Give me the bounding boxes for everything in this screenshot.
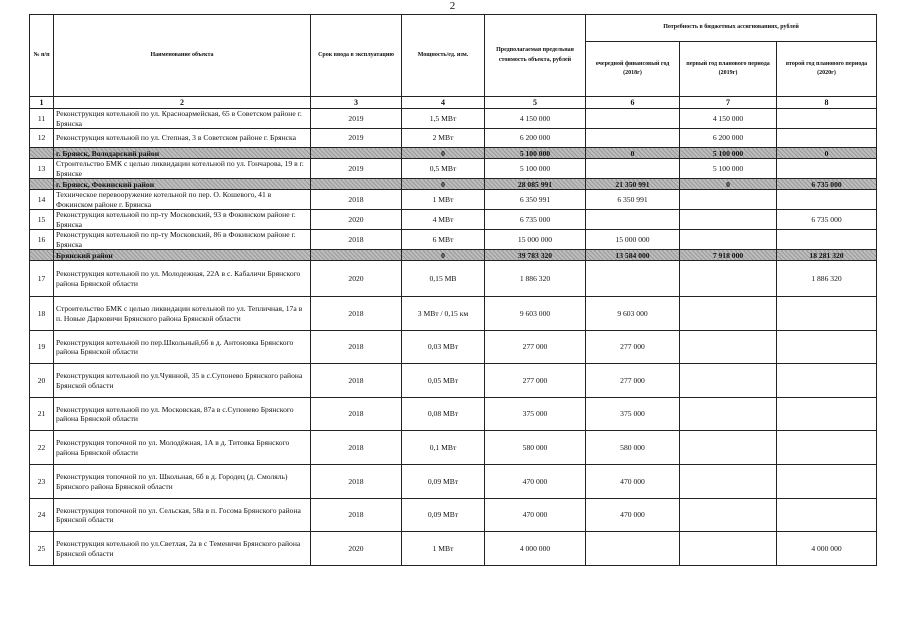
header-year-2: первый год планового периода (2019г) <box>680 42 777 97</box>
no-cell <box>30 179 54 190</box>
capacity-cell: 0,08 МВт <box>402 398 485 431</box>
term-cell: 2020 <box>311 532 402 566</box>
year2-cell <box>680 190 777 210</box>
name-cell: Реконструкция котельной по ул.Чуянной, 35 в с.Супонево Брянского района Брянской области <box>54 364 311 398</box>
year1-cell: 13 584 000 <box>586 250 680 261</box>
year1-cell: 9 603 000 <box>586 297 680 331</box>
cost-cell: 28 085 991 <box>485 179 586 190</box>
term-cell <box>311 148 402 159</box>
name-cell: Брянский район <box>54 250 311 261</box>
capacity-cell: 3 МВт / 0,15 км <box>402 297 485 331</box>
column-number: 3 <box>311 97 402 109</box>
year3-cell <box>777 190 877 210</box>
group-row <box>30 250 877 261</box>
year1-cell <box>586 129 680 148</box>
year2-cell <box>680 297 777 331</box>
term-cell: 2018 <box>311 364 402 398</box>
name-cell: Реконструкция топочной по ул. Сельская, 58а в п. Госома Брянского района Брянской области <box>54 499 311 532</box>
table-row <box>30 297 877 331</box>
term-cell <box>311 179 402 190</box>
no-cell: 19 <box>30 331 54 364</box>
year2-cell <box>680 532 777 566</box>
no-cell: 23 <box>30 465 54 499</box>
year1-cell: 0 <box>586 148 680 159</box>
capacity-cell: 0,1 МВт <box>402 431 485 465</box>
year1-cell: 470 000 <box>586 499 680 532</box>
year1-cell <box>586 261 680 297</box>
table-row <box>30 431 877 465</box>
year2-cell: 6 200 000 <box>680 129 777 148</box>
year2-cell <box>680 499 777 532</box>
header-capacity: Мощность/ед. изм. <box>402 15 485 97</box>
cost-cell: 470 000 <box>485 465 586 499</box>
no-cell <box>30 148 54 159</box>
cost-cell: 4 000 000 <box>485 532 586 566</box>
no-cell: 11 <box>30 109 54 129</box>
no-cell: 17 <box>30 261 54 297</box>
name-cell: Реконструкция котельной по ул.Светлая, 2а в с Теменичи Брянского района Брянской области <box>54 532 311 566</box>
year3-cell: 18 281 320 <box>777 250 877 261</box>
year3-cell <box>777 364 877 398</box>
cost-cell: 9 603 000 <box>485 297 586 331</box>
year1-cell: 21 350 991 <box>586 179 680 190</box>
year2-cell <box>680 261 777 297</box>
name-cell: Реконструкция котельной по ул. Степная, 3 в Советском районе г. Брянска <box>54 129 311 148</box>
year2-cell: 7 918 000 <box>680 250 777 261</box>
no-cell <box>30 250 54 261</box>
year3-cell <box>777 109 877 129</box>
capacity-cell: 0,5 МВт <box>402 159 485 179</box>
year1-cell <box>586 210 680 230</box>
term-cell: 2019 <box>311 159 402 179</box>
capacity-cell: 1 МВт <box>402 532 485 566</box>
name-cell: Реконструкция топочной по ул. Молодёжная, 1А в д. Титовка Брянского района Брянской области <box>54 431 311 465</box>
year1-cell: 6 350 991 <box>586 190 680 210</box>
name-cell: г. Брянск, Володарский район <box>54 148 311 159</box>
year1-cell <box>586 159 680 179</box>
capacity-cell: 1 МВт <box>402 190 485 210</box>
no-cell: 21 <box>30 398 54 431</box>
cost-cell: 6 200 000 <box>485 129 586 148</box>
table-row <box>30 230 877 250</box>
cost-cell: 6 735 000 <box>485 210 586 230</box>
year2-cell: 0 <box>680 179 777 190</box>
term-cell: 2020 <box>311 210 402 230</box>
year2-cell <box>680 331 777 364</box>
year2-cell <box>680 364 777 398</box>
year3-cell <box>777 331 877 364</box>
cost-cell: 375 000 <box>485 398 586 431</box>
column-number: 2 <box>54 97 311 109</box>
year1-cell: 580 000 <box>586 431 680 465</box>
name-cell: Строительство БМК с целью ликвидации котельной по ул. Гончарова, 19 в г. Брянске <box>54 159 311 179</box>
year3-cell <box>777 499 877 532</box>
no-cell: 22 <box>30 431 54 465</box>
year1-cell: 277 000 <box>586 364 680 398</box>
year3-cell: 4 000 000 <box>777 532 877 566</box>
capacity-cell: 0 <box>402 250 485 261</box>
capacity-cell: 0,15 МВ <box>402 261 485 297</box>
capacity-cell: 0,09 МВт <box>402 465 485 499</box>
year3-cell <box>777 129 877 148</box>
header-term: Срок ввода в эксплуатацию <box>311 15 402 97</box>
cost-cell: 1 886 320 <box>485 261 586 297</box>
term-cell <box>311 250 402 261</box>
name-cell: г. Брянск, Фокинский район <box>54 179 311 190</box>
term-cell: 2018 <box>311 465 402 499</box>
name-cell: Реконструкция топочной по ул. Школьная, 6б в д. Городец (д. Смоляль) Брянского района Брянской области <box>54 465 311 499</box>
name-cell: Реконструкция котельной по пер.Школьный,6б в д. Антоновка Брянского района Брянской области <box>54 331 311 364</box>
page-number: 2 <box>449 0 456 12</box>
column-number: 4 <box>402 97 485 109</box>
year1-cell: 15 000 000 <box>586 230 680 250</box>
year3-cell: 0 <box>777 148 877 159</box>
year2-cell: 4 150 000 <box>680 109 777 129</box>
table-row <box>30 159 877 179</box>
header-need: Потребность в бюджетных ассигнованиях, рублей <box>586 15 877 42</box>
year3-cell <box>777 465 877 499</box>
name-cell: Строительство БМК с целью ликвидации котельной по ул. Тепличная, 17а в п. Новые Дарковичи Брянского района Брянской области <box>54 297 311 331</box>
no-cell: 25 <box>30 532 54 566</box>
term-cell: 2019 <box>311 109 402 129</box>
year1-cell <box>586 532 680 566</box>
name-cell: Реконструкция котельной по ул. Молодежная, 22А в с. Кабаличи Брянского района Брянской области <box>54 261 311 297</box>
cost-cell: 470 000 <box>485 499 586 532</box>
table-row <box>30 364 877 398</box>
name-cell: Реконструкция котельной по пр-ту Московский, 86 в Фокинском районе г. Брянска <box>54 230 311 250</box>
year3-cell <box>777 230 877 250</box>
column-number: 1 <box>30 97 54 109</box>
capacity-cell: 1,5 МВт <box>402 109 485 129</box>
table-row <box>30 398 877 431</box>
year1-cell <box>586 109 680 129</box>
table-row <box>30 331 877 364</box>
year1-cell: 277 000 <box>586 331 680 364</box>
term-cell: 2018 <box>311 230 402 250</box>
term-cell: 2018 <box>311 431 402 465</box>
term-cell: 2018 <box>311 398 402 431</box>
term-cell: 2018 <box>311 331 402 364</box>
cost-cell: 277 000 <box>485 364 586 398</box>
cost-cell: 4 150 000 <box>485 109 586 129</box>
year2-cell <box>680 465 777 499</box>
table-row <box>30 532 877 566</box>
column-number: 5 <box>485 97 586 109</box>
no-cell: 14 <box>30 190 54 210</box>
no-cell: 15 <box>30 210 54 230</box>
cost-cell: 580 000 <box>485 431 586 465</box>
term-cell: 2018 <box>311 499 402 532</box>
cost-cell: 277 000 <box>485 331 586 364</box>
group-row <box>30 148 877 159</box>
table-row <box>30 261 877 297</box>
cost-cell: 6 350 991 <box>485 190 586 210</box>
year3-cell: 6 735 000 <box>777 179 877 190</box>
term-cell: 2020 <box>311 261 402 297</box>
header-no: № п/п <box>30 15 54 97</box>
header-name: Наименование объекта <box>54 15 311 97</box>
table-row <box>30 465 877 499</box>
group-row <box>30 179 877 190</box>
capacity-cell: 0,05 МВт <box>402 364 485 398</box>
capacity-cell: 0,09 МВт <box>402 499 485 532</box>
year2-cell <box>680 431 777 465</box>
no-cell: 18 <box>30 297 54 331</box>
year3-cell <box>777 159 877 179</box>
table-row <box>30 129 877 148</box>
column-number: 6 <box>586 97 680 109</box>
capacity-cell: 0 <box>402 179 485 190</box>
column-number: 8 <box>777 97 877 109</box>
cost-cell: 15 000 000 <box>485 230 586 250</box>
cost-cell: 5 100 000 <box>485 148 586 159</box>
no-cell: 16 <box>30 230 54 250</box>
year2-cell <box>680 398 777 431</box>
no-cell: 13 <box>30 159 54 179</box>
table-row <box>30 210 877 230</box>
name-cell: Реконструкция котельной по ул. Красноармейская, 65 в Советском районе г. Брянска <box>54 109 311 129</box>
year2-cell: 5 100 000 <box>680 148 777 159</box>
capacity-cell: 0,03 МВт <box>402 331 485 364</box>
year3-cell <box>777 297 877 331</box>
header-year-1: очередной финансовый год (2018г) <box>586 42 680 97</box>
year3-cell <box>777 431 877 465</box>
no-cell: 24 <box>30 499 54 532</box>
table-row <box>30 109 877 129</box>
year3-cell: 6 735 000 <box>777 210 877 230</box>
term-cell: 2018 <box>311 190 402 210</box>
term-cell: 2018 <box>311 297 402 331</box>
header-cost: Предполагаемая предельная стоимость объекта, рублей <box>485 15 586 97</box>
header-year-3: второй год планового периода (2020г) <box>777 42 877 97</box>
year3-cell <box>777 398 877 431</box>
year1-cell: 470 000 <box>586 465 680 499</box>
capacity-cell: 6 МВт <box>402 230 485 250</box>
table-body <box>30 97 877 566</box>
no-cell: 12 <box>30 129 54 148</box>
name-cell: Реконструкция котельной по пр-ту Московский, 93 в Фокинском районе г. Брянска <box>54 210 311 230</box>
term-cell: 2019 <box>311 129 402 148</box>
no-cell: 20 <box>30 364 54 398</box>
year2-cell <box>680 230 777 250</box>
column-number: 7 <box>680 97 777 109</box>
capacity-cell: 2 МВт <box>402 129 485 148</box>
year2-cell <box>680 210 777 230</box>
table-row <box>30 190 877 210</box>
cost-cell: 5 100 000 <box>485 159 586 179</box>
capacity-cell: 0 <box>402 148 485 159</box>
year3-cell: 1 886 320 <box>777 261 877 297</box>
capacity-cell: 4 МВт <box>402 210 485 230</box>
column-numbers-row <box>30 97 877 109</box>
year1-cell: 375 000 <box>586 398 680 431</box>
cost-cell: 39 783 320 <box>485 250 586 261</box>
name-cell: Техническое перевооружение котельной по пер. О. Кошевого, 41 в Фокинском районе г. Брянска <box>54 190 311 210</box>
year2-cell: 5 100 000 <box>680 159 777 179</box>
name-cell: Реконструкция котельной по ул. Московская, 87а в с.Супонево Брянского района Брянской области <box>54 398 311 431</box>
table-row <box>30 499 877 532</box>
objects-table <box>29 14 877 566</box>
